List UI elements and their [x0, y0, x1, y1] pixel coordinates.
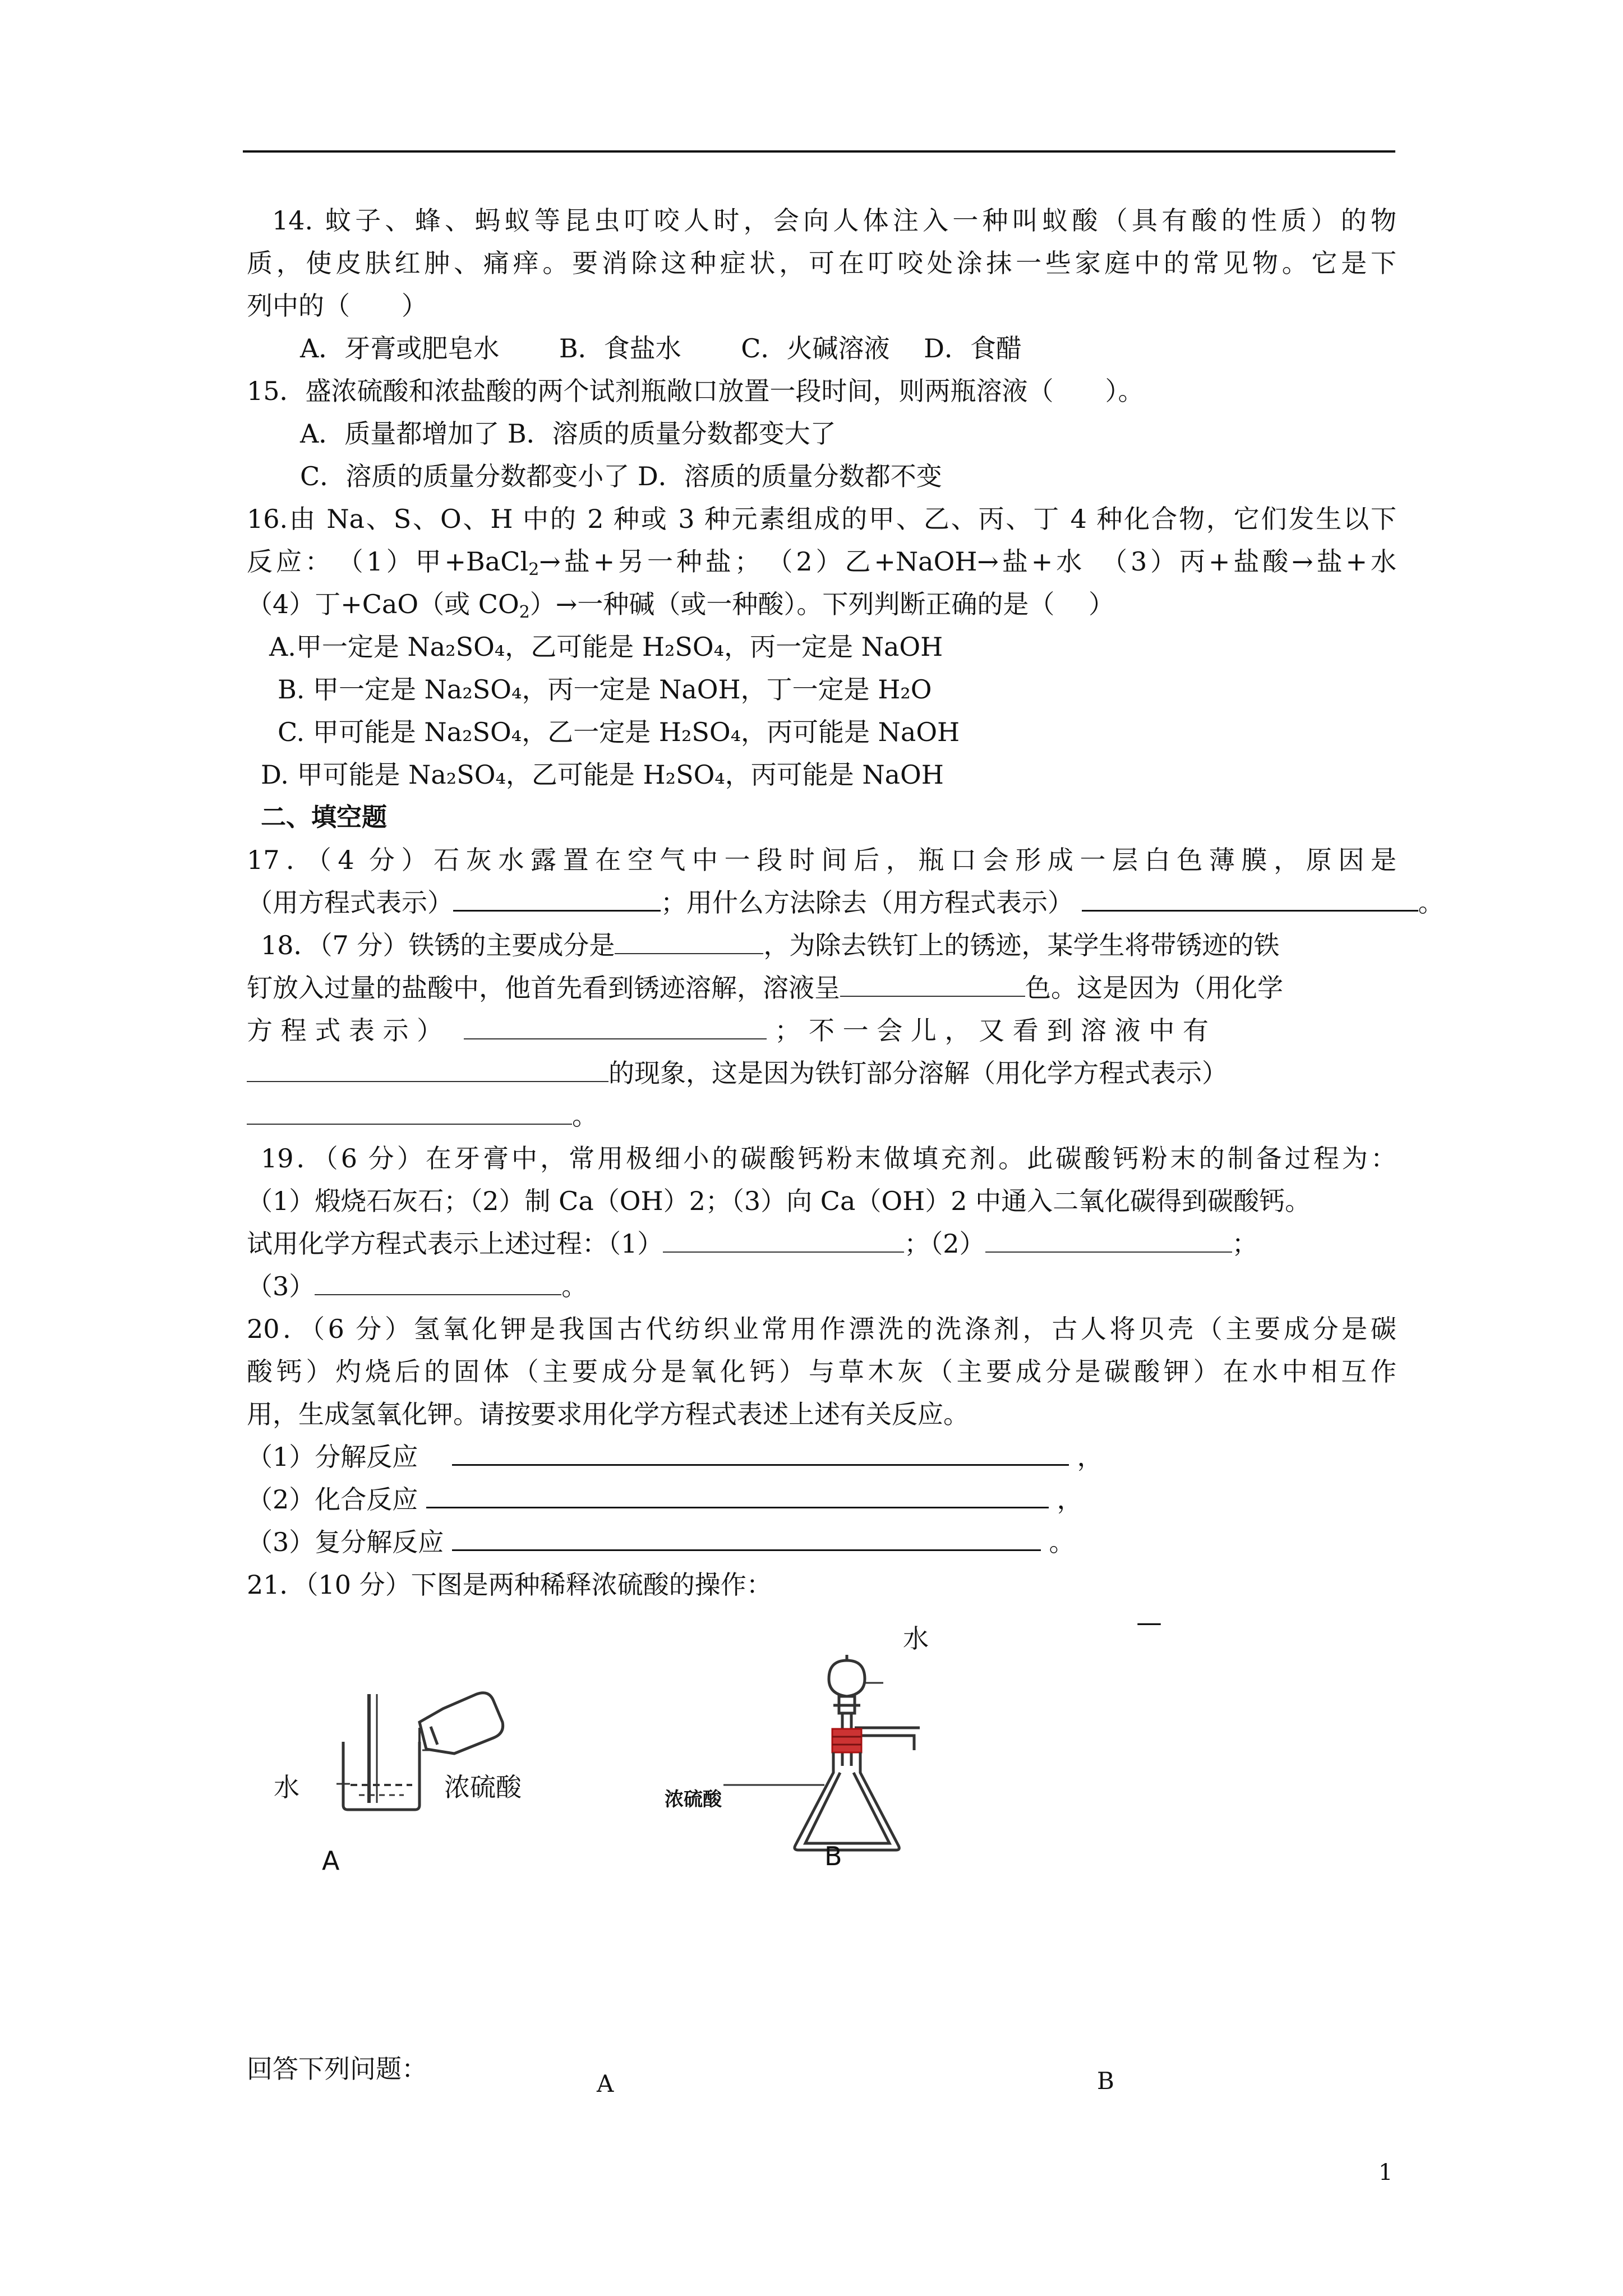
q16-option-b: B. 甲一定是 Na₂SO₄，丙一定是 NaOH，丁一定是 H₂O [278, 674, 932, 705]
q14-line-3: 列中的（ ） [247, 291, 427, 321]
q15-options-2: C．溶质的质量分数都变小了 D．溶质的质量分数都不变 [300, 461, 942, 491]
q18-line-1: 18．（7 分）铁锈的主要成分是 ，为除去铁钉上的锈迹，某学生将带锈迹的铁 [261, 930, 1280, 960]
separatory-funnel-icon [829, 1660, 865, 1696]
q14-line-1: 14. 蚊子、蜂、蚂蚁等昆虫叮咬人时，会向人体注入一种叫蚁酸（具有酸的性质）的物 [272, 205, 1397, 236]
q17-line-1: 17．（4 分）石灰水露置在空气中一段时间后，瓶口会形成一层白色薄膜，原因是 [247, 845, 1396, 875]
q19-line-2: （1）煅烧石灰石；（2）制 Ca（OH）2；（3）向 Ca（OH）2 中通入二氧化碳得到碳酸钙。 [247, 1186, 1311, 1216]
q16-line-3: （4）丁+CaO（或 $CO_2)\to$一种碱（或一种酸）。下列判断正确的是（ ） [247, 589, 1114, 622]
q20-reaction-2: （2）化合反应 ， [247, 1484, 1083, 1515]
figure-a-acid-label: 浓硫酸 [444, 1772, 522, 1802]
q20-line-2: 酸钙）灼烧后的固体（主要成分是氧化钙）与草木灰（主要成分是碳酸钾）在水中相互作 [247, 1356, 1396, 1387]
q18-line-5: 。 [247, 1094, 1396, 1137]
q19-line-4: （3） 。 [247, 1271, 588, 1301]
beaker-icon [343, 1742, 419, 1810]
q15-options-1: A．质量都增加了 B．溶质的质量分数都变大了 [300, 418, 836, 449]
q16-option-c: C. 甲可能是 Na₂SO₄，乙一定是 H₂SO₄，丙可能是 NaOH [278, 717, 960, 747]
q21-line-1: 21．（10 分）下图是两种稀释浓硫酸的操作： [247, 1570, 772, 1600]
q18-line-4: 的现象，这是因为铁钉部分溶解（用化学方程式表示） [247, 1052, 1396, 1094]
figure-a-letter: A [322, 1846, 340, 1876]
q16-option-a: A.甲一定是 Na₂SO₄，乙可能是 H₂SO₄，丙一定是 NaOH [269, 632, 943, 662]
q15-line-1: 15．盛浓硫酸和浓盐酸的两个试剂瓶敞口放置一段时间，则两瓶溶液（ ）。 [247, 376, 1144, 406]
q16-line-1: 16.由 Na、S、O、H 中的 2 种或 3 种元素组成的甲、乙、丙、丁 4 种化合物，它们发生以下 [247, 504, 1396, 534]
q14-number: 14. [272, 205, 313, 236]
figure-b-apparatus [723, 1655, 920, 1850]
q20-line-1: 20．（6 分）氢氧化钾是我国古代纺织业常用作漂洗的洗涤剂，古人将贝壳（主要成分是碳 [247, 1314, 1396, 1344]
rubber-stopper-icon [832, 1729, 861, 1752]
page-number: 1 [1378, 2160, 1393, 2185]
stray-dash: — [1136, 1607, 1162, 1637]
q14-line-2: 质，使皮肤红肿、痛痒。要消除这种症状，可在叮咬处涂抹一些家庭中的常见物。它是下 [247, 248, 1396, 278]
section-title-fill-in: 二、填空题 [261, 802, 388, 832]
q20-reaction-1: （1）分解反应 ， [247, 1442, 1103, 1472]
figure-b-water-label: 水 [903, 1623, 929, 1654]
figure-b-letter: B [824, 1841, 842, 1871]
q18-line-2: 钉放入过量的盐酸中，他首先看到锈迹溶解，溶液呈 色。这是因为（用化学 [247, 973, 1283, 1003]
q16-option-d: D. 甲可能是 Na₂SO₄，乙可能是 H₂SO₄，丙可能是 NaOH [261, 760, 944, 790]
q20-reaction-3: （3）复分解反应 。 [247, 1527, 1075, 1557]
q16-line-2: 反应： （1）甲+BaCl$_2$→盐+另一种盐； （2）乙+NaOH→盐+水 （3）丙+盐酸→盐+水 [247, 546, 1396, 579]
q17-line-2: （用方程式表示） ；用什么方法除去（用方程式表示） 。 [247, 887, 1444, 918]
q19-line-1: 19．（6 分）在牙膏中，常用极细小的碳酸钙粉末做填充剂。此碳酸钙粉末的制备过程为： [261, 1143, 1396, 1174]
q20-line-3: 用，生成氢氧化钾。请按要求用化学方程式表述上述有关反应。 [247, 1399, 969, 1429]
answer-prompt: 回答下列问题： [247, 2054, 427, 2084]
figure-b-acid-label: 浓硫酸 [665, 1788, 722, 1811]
q19-line-3: 试用化学方程式表示上述过程：（1） ；（2） ； [247, 1228, 1258, 1259]
below-figure-a-letter: A [597, 2070, 614, 2097]
q14-options: A．牙膏或肥皂水 B．食盐水 C．火碱溶液 D．食醋 [300, 333, 1022, 364]
q18-line-3: 方 程 式 表 示 ） ； 不 一 会 儿 ， 又 看 到 溶 液 中 有 [247, 1015, 1209, 1046]
figure-a-water-label: 水 [274, 1772, 299, 1802]
reagent-bottle-icon [419, 1693, 503, 1754]
below-figure-b-letter: B [1097, 2067, 1114, 2095]
